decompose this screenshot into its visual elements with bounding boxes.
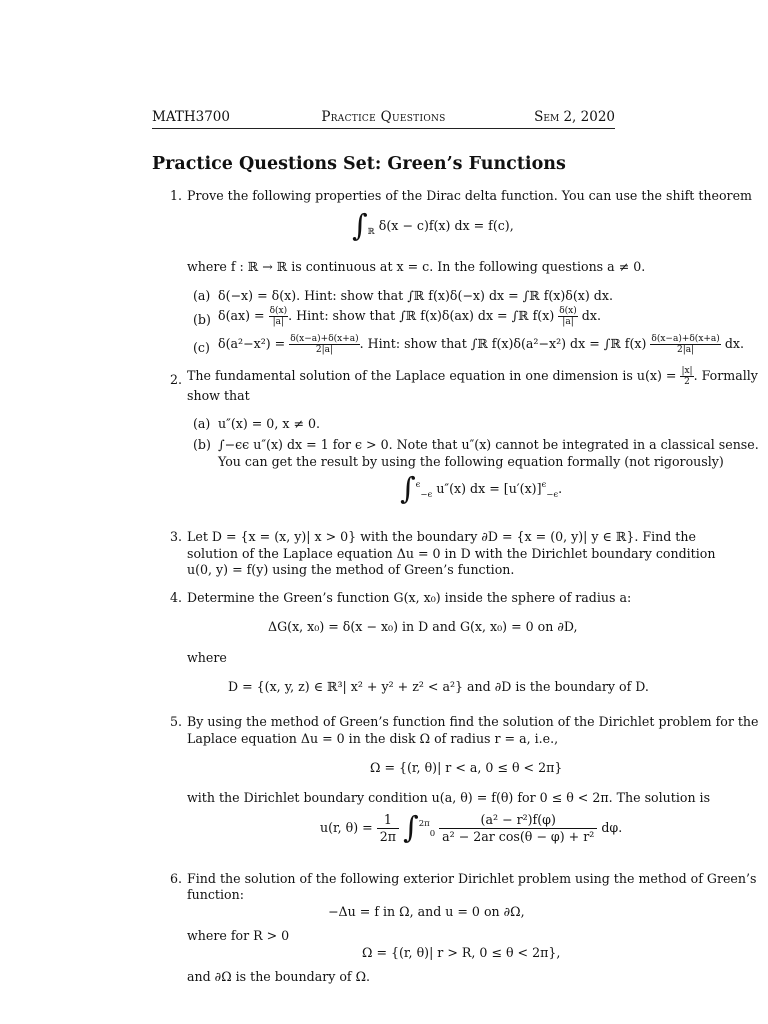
q1-b-text: δ(ax) = $\frac{\delta(x)}{|a|}$ . Hint: show that ∫ℝ f(x)δ(ax) dx = ∫ℝ f(x) $\frac{\delta(x)}{|a|}$ dx. xyxy=(218,306,601,327)
q2-b-text2: You can get the result by using the following equation formally (not rigorously) xyxy=(218,454,724,469)
course-code: MATH3700 xyxy=(152,109,230,125)
q4-equation1: ΔG(x, x₀) = δ(x − x₀) in D and G(x, x₀) = 0 on ∂D, xyxy=(268,619,578,634)
q2-b-label: (b) xyxy=(193,437,211,452)
q2-number: 2. xyxy=(170,372,183,387)
header-rule xyxy=(152,128,615,129)
q1-shift-theorem: $\int_ℝ$ δ(x − c)f(x) dx = f(c), xyxy=(352,208,514,244)
q3-line3: u(0, y) = f(y) using the method of Green’s function. xyxy=(187,562,515,577)
q1-a-label: (a) xyxy=(193,288,211,303)
q2-a-label: (a) xyxy=(193,416,211,431)
q6-line3: where for R > 0 xyxy=(187,928,290,943)
q4-equation2: D = {(x, y, z) ∈ ℝ³| x² + y² + z² < a²} and ∂D is the boundary of D. xyxy=(228,679,649,694)
q1-where: where f : ℝ → ℝ is continuous at x = c. In the following questions a ≠ 0. xyxy=(187,259,646,274)
q5-solution: u(r, θ) = $\frac{1}{2\pi}$ ∫$^{2\pi}_0$ $\frac{\text{(a² − r²)f(φ)}}{\text{a² − 2ar cos(θ − φ) + r²}}$ dφ. xyxy=(320,810,623,846)
q1-c-text: δ(a²−x²) = $\frac{\delta(x-a)+\delta(x+a)}{2|a|}$ . Hint: show that ∫ℝ f(x)δ(a²−x²) dx = ∫ℝ f(x) $\frac{\delta(x-a)+\delta(x+a)}{2|a|}$ dx. xyxy=(218,334,744,355)
q1-c-label: (c) xyxy=(193,340,210,355)
q2-b-text: ∫−ϵϵ u″(x) dx = 1 for ϵ > 0. Note that u″(x) cannot be integrated in a classical sense. xyxy=(218,437,759,452)
q6-equation1: −Δu = f in Ω, and u = 0 on ∂Ω, xyxy=(328,904,525,919)
q2-line2: show that xyxy=(187,388,250,403)
q4-line1: Determine the Green’s function G(x, x₀) inside the sphere of radius a: xyxy=(187,590,632,605)
page-title: Practice Questions Set: Green’s Functions xyxy=(152,154,566,174)
document-name: Practice Questions xyxy=(321,109,446,125)
q6-number: 6. xyxy=(170,871,183,886)
q5-number: 5. xyxy=(170,714,183,729)
q6-line1: Find the solution of the following exterior Dirichlet problem using the method of Green’s xyxy=(187,871,757,886)
term-label: Sem 2, 2020 xyxy=(534,109,615,125)
q5-line3: with the Dirichlet boundary condition u(a, θ) = f(θ) for 0 ≤ θ < 2π. The solution is xyxy=(187,790,711,805)
q4-number: 4. xyxy=(170,590,183,605)
q6-line4: and ∂Ω is the boundary of Ω. xyxy=(187,969,371,984)
q1-intro: Prove the following properties of the Dirac delta function. You can use the shift theorem xyxy=(187,188,752,203)
q4-where: where xyxy=(187,650,227,665)
q2-a-text: u″(x) = 0, x ≠ 0. xyxy=(218,416,320,431)
q1-b-label: (b) xyxy=(193,312,211,327)
running-header xyxy=(152,109,615,127)
q2-equation: ∫$^\epsilon_{-\epsilon}$ u″(x) dx = $[u'(x)]^\epsilon_{-\epsilon}$. xyxy=(400,471,563,507)
q3-line1: Let D = {x = (x, y)| x > 0} with the boundary ∂D = {x = (0, y)| y ∈ ℝ}. Find the xyxy=(187,529,696,544)
q6-equation2: Ω = {(r, θ)| r > R, 0 ≤ θ < 2π}, xyxy=(362,945,561,960)
q3-number: 3. xyxy=(170,529,183,544)
q5-line2: Laplace equation Δu = 0 in the disk Ω of radius r = a, i.e., xyxy=(187,731,559,746)
q5-line1: By using the method of Green’s function find the solution of the Dirichlet problem for the xyxy=(187,714,759,729)
q5-domain-eq: Ω = {(r, θ)| r < a, 0 ≤ θ < 2π} xyxy=(370,760,563,775)
q1-a-text: δ(−x) = δ(x). Hint: show that ∫ℝ f(x)δ(−x) dx = ∫ℝ f(x)δ(x) dx. xyxy=(218,288,613,303)
q2-line1: The fundamental solution of the Laplace equation in one dimension is u(x) = $\frac{|x|}{2}$ . Formally xyxy=(187,366,758,387)
q1-number: 1. xyxy=(170,188,183,203)
q6-line2: function: xyxy=(187,887,244,902)
q3-line2: solution of the Laplace equation Δu = 0 in D with the Dirichlet boundary condition xyxy=(187,546,716,561)
